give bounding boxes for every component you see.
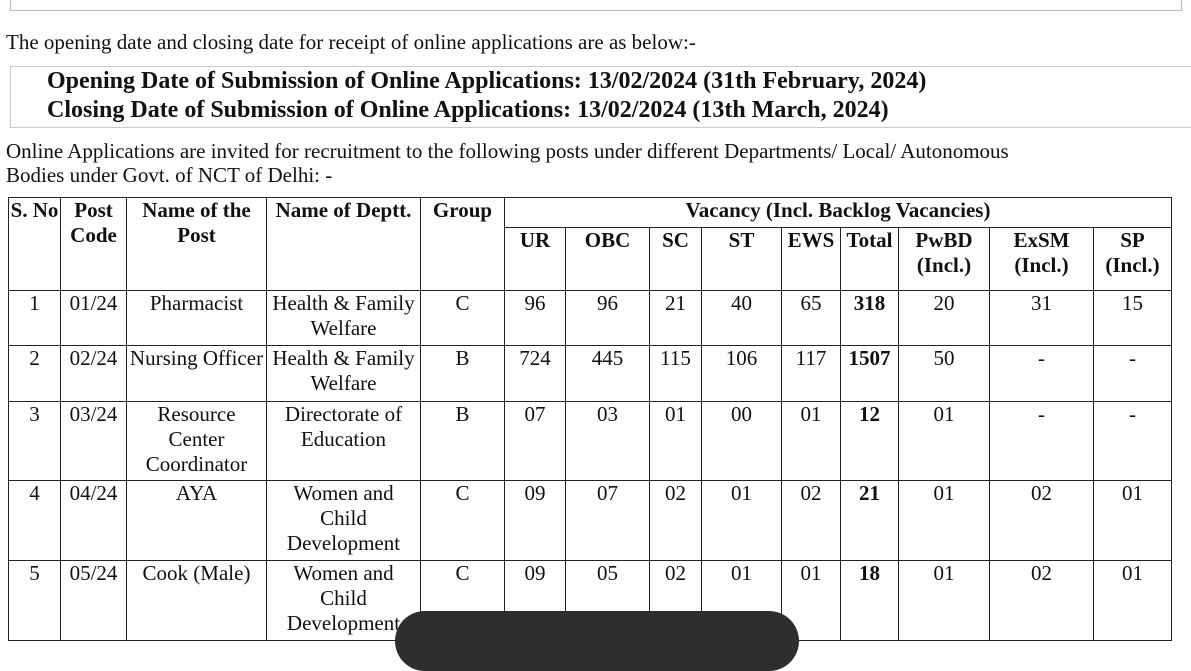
cell-pwbd: 01 [899, 561, 990, 641]
cell-obc: 96 [566, 291, 650, 346]
cell-ews: 02 [782, 481, 841, 561]
header-st: ST [702, 228, 782, 291]
cell-sno: 2 [9, 346, 61, 402]
cell-group: B [421, 346, 505, 402]
cell-st: 106 [702, 346, 782, 402]
cell-ews: 01 [782, 402, 841, 481]
cell-post: AYA [127, 481, 267, 561]
cell-sno: 1 [9, 291, 61, 346]
paragraph-line-1: Online Applications are invited for recruitment to the following posts under different Departments/ Local/ Autonomous [6, 139, 1009, 163]
cell-sno: 5 [9, 561, 61, 641]
cell-code: 03/24 [61, 402, 127, 481]
cell-dept: Directorate of Education [267, 402, 421, 481]
header-total: Total [841, 228, 899, 291]
cell-sp: 01 [1094, 561, 1172, 641]
cell-obc: 03 [566, 402, 650, 481]
cell-exsm: 02 [990, 561, 1094, 641]
header-post-code: Post Code [61, 198, 127, 291]
cell-sp: - [1094, 402, 1172, 481]
table-row [9, 291, 1172, 346]
cell-ur: 724 [505, 346, 566, 402]
header-sno: S. No [9, 198, 61, 291]
cell-ur: 09 [505, 561, 566, 641]
cell-sc: 01 [650, 402, 702, 481]
closing-date: Closing Date of Submission of Online Applications: 13/02/2024 (13th March, 2024) [47, 97, 889, 123]
cell-exsm: - [990, 346, 1094, 402]
cell-ur: 09 [505, 481, 566, 561]
header-ur: UR [505, 228, 566, 291]
header-pwbd: PwBD (Incl.) [899, 228, 990, 291]
cell-total: 18 [841, 561, 899, 641]
cell-sno: 3 [9, 402, 61, 481]
cell-obc: 07 [566, 481, 650, 561]
cell-st: 01 [702, 561, 782, 641]
cell-sc: 21 [650, 291, 702, 346]
cell-pwbd: 01 [899, 481, 990, 561]
opening-date: Opening Date of Submission of Online Applications: 13/02/2024 (31th February, 2024) [47, 68, 927, 94]
header-vacancy: Vacancy (Incl. Backlog Vacancies) [505, 198, 1172, 228]
cell-code: 02/24 [61, 346, 127, 402]
cell-ews: 117 [782, 346, 841, 402]
cell-sc: 02 [650, 481, 702, 561]
header-post-name: Name of the Post [127, 198, 267, 291]
cell-ur: 96 [505, 291, 566, 346]
cell-sp: - [1094, 346, 1172, 402]
invitation-paragraph [6, 139, 1190, 187]
cell-post: Resource Center Coordinator [127, 402, 267, 481]
cell-post: Pharmacist [127, 291, 267, 346]
cell-total: 21 [841, 481, 899, 561]
intro-text: The opening date and closing date for receipt of online applications are as below:- [6, 30, 696, 54]
cell-obc: 445 [566, 346, 650, 402]
cell-ur: 07 [505, 402, 566, 481]
floating-toolbar[interactable] [395, 611, 799, 671]
top-box [10, 0, 1182, 11]
header-sp: SP (Incl.) [1094, 228, 1172, 291]
header-exsm: ExSM (Incl.) [990, 228, 1094, 291]
cell-post: Nursing Officer [127, 346, 267, 402]
cell-dept: Health & Family Welfare [267, 346, 421, 402]
cell-total: 12 [841, 402, 899, 481]
cell-code: 04/24 [61, 481, 127, 561]
table-row [9, 481, 1172, 561]
cell-dept: Health & Family Welfare [267, 291, 421, 346]
cell-code: 05/24 [61, 561, 127, 641]
header-deptt: Name of Deptt. [267, 198, 421, 291]
cell-group: C [421, 481, 505, 561]
cell-sno: 4 [9, 481, 61, 561]
cell-pwbd: 20 [899, 291, 990, 346]
cell-pwbd: 01 [899, 402, 990, 481]
cell-total: 1507 [841, 346, 899, 402]
cell-group: C [421, 561, 505, 641]
cell-group: B [421, 402, 505, 481]
cell-dept: Women and Child Development [267, 481, 421, 561]
paragraph-line-2: Bodies under Govt. of NCT of Delhi: - [6, 163, 333, 187]
cell-sc: 02 [650, 561, 702, 641]
cell-dept: Women and Child Development [267, 561, 421, 641]
cell-st: 01 [702, 481, 782, 561]
cell-st: 00 [702, 402, 782, 481]
vacancy-table [8, 197, 1172, 641]
header-ews: EWS [782, 228, 841, 291]
cell-group: C [421, 291, 505, 346]
table-row [9, 346, 1172, 402]
cell-sc: 115 [650, 346, 702, 402]
cell-pwbd: 50 [899, 346, 990, 402]
cell-post: Cook (Male) [127, 561, 267, 641]
cell-ews: 01 [782, 561, 841, 641]
cell-ews: 65 [782, 291, 841, 346]
cell-exsm: 02 [990, 481, 1094, 561]
cell-total: 318 [841, 291, 899, 346]
header-obc: OBC [566, 228, 650, 291]
table-row [9, 402, 1172, 481]
cell-exsm: - [990, 402, 1094, 481]
cell-obc: 05 [566, 561, 650, 641]
header-sc: SC [650, 228, 702, 291]
cell-code: 01/24 [61, 291, 127, 346]
header-group: Group [421, 198, 505, 291]
cell-exsm: 31 [990, 291, 1094, 346]
cell-sp: 15 [1094, 291, 1172, 346]
cell-sp: 01 [1094, 481, 1172, 561]
dates-box [10, 66, 1191, 128]
cell-st: 40 [702, 291, 782, 346]
